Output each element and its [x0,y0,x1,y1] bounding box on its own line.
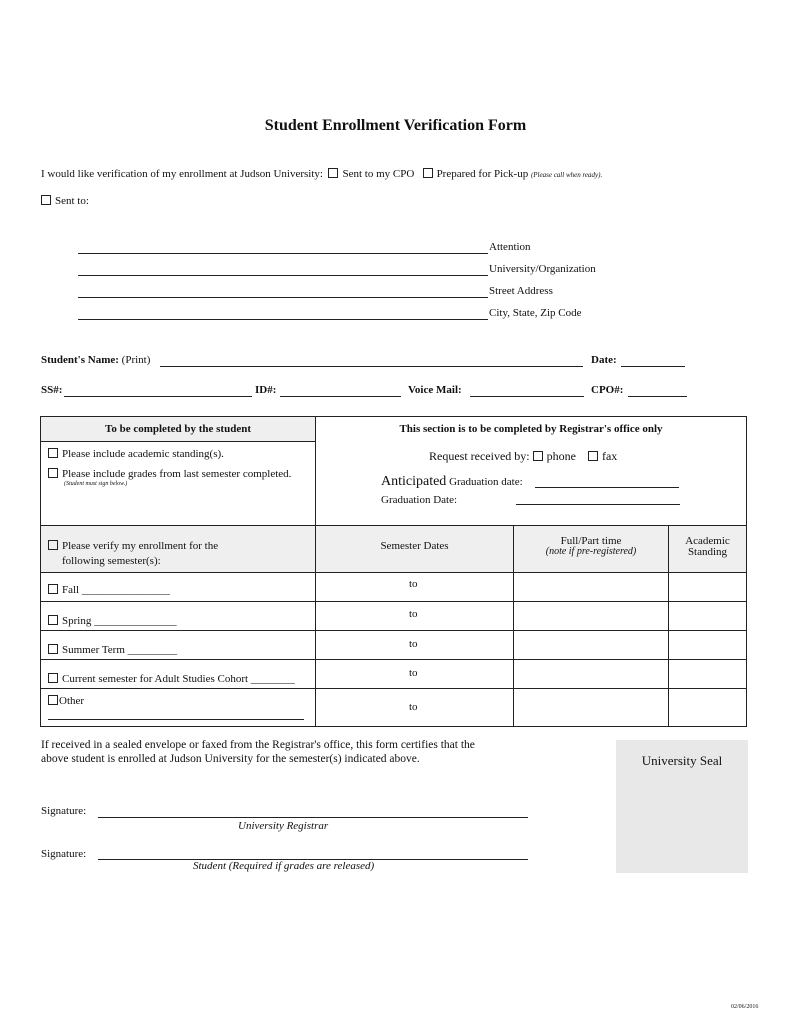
organization-label: University/Organization [489,263,596,275]
grades-label: Please include grades from last semester completed. [62,468,292,480]
semester-label: Spring _______________ [62,615,177,627]
footer-date: 02/06/2016 [731,1004,759,1010]
voicemail-label: Voice Mail: [408,384,462,396]
registrar-caption: University Registrar [238,820,329,832]
request-label: Request received by: [429,449,530,463]
intro-line [41,168,602,180]
anticipated-label: Anticipated [381,474,447,489]
other-field[interactable] [48,719,304,720]
attention-label: Attention [489,241,531,253]
attention-field[interactable] [78,253,488,254]
pickup-label: Prepared for Pick-up [436,168,529,180]
intro-text: I would like verification of my enrollment at Judson University: [41,168,323,180]
voicemail-field[interactable] [470,396,584,397]
registrar-header: This section is to be completed by Registrar's office only [399,423,663,435]
anticipated-date-field[interactable] [535,487,679,488]
street-field[interactable] [78,297,488,298]
page-title: Student Enrollment Verification Form [264,117,527,134]
registrar-signature-label: Signature: [41,805,87,817]
id-label: ID#: [255,384,277,396]
to-label: to [409,667,418,679]
organization-field[interactable] [78,275,488,276]
col-fullpart-note: (note if pre-registered) [545,546,637,557]
fax-label: fax [601,449,618,463]
cohort-checkbox[interactable] [48,673,58,683]
semester-label: Current semester for Adult Studies Cohort ________ [62,673,295,685]
id-field[interactable] [280,396,401,397]
col-standing: Academic [685,535,730,547]
col-fullpart: Full/Part time [560,535,622,547]
registrar-signature-field[interactable] [98,817,528,818]
col-semester-dates: Semester Dates [380,540,449,552]
semester-label: Other [59,695,85,707]
print-label: (Print) [121,354,151,366]
certify-text: If received in a sealed envelope or faxed from the Registrar's office, this form certifies that the [41,739,475,751]
semester-row-summer [48,644,177,656]
semester-row-cohort [48,673,295,685]
grad-date-label: Graduation date: [449,476,523,488]
to-label: to [409,701,418,713]
semester-label: Fall ________________ [62,584,170,596]
to-label: to [409,578,418,590]
phone-checkbox[interactable] [533,451,543,461]
pickup-checkbox[interactable] [423,168,433,178]
semester-row-fall [48,584,170,596]
spring-checkbox[interactable] [48,615,58,625]
sent-to-checkbox[interactable] [41,195,51,205]
semester-row-other [48,695,84,707]
cpo-number-label: CPO#: [591,384,624,396]
seal-label: University Seal [641,753,723,768]
street-label: Street Address [489,285,553,297]
semester-row-spring [48,615,177,627]
student-header-text: To be completed by the student [105,423,251,435]
to-label: to [409,638,418,650]
student-caption: Student (Required if grades are released) [193,860,375,872]
cpo-label: Sent to my CPO [342,168,415,180]
other-checkbox[interactable] [48,695,58,705]
sent-to-option [41,195,89,207]
date-field[interactable] [621,366,685,367]
verify-checkbox[interactable] [48,540,58,550]
ss-field[interactable] [64,396,252,397]
date-label: Date: [591,354,617,366]
cpo-number-field[interactable] [628,396,687,397]
ss-label: SS#: [41,384,63,396]
col-standing-2: Standing [687,546,728,558]
city-field[interactable] [78,319,488,320]
sent-to-label: Sent to: [55,195,89,207]
city-label: City, State, Zip Code [489,307,582,319]
fall-checkbox[interactable] [48,584,58,594]
grad-date-field[interactable] [516,504,680,505]
phone-label: phone [546,449,576,463]
pickup-note: (Please call when ready). [530,171,603,179]
standing-label: Please include academic standing(s). [62,448,224,460]
name-field[interactable] [160,366,583,367]
semester-label: Summer Term _________ [62,644,178,656]
name-label: Student's Name: [41,354,119,366]
verify-label-2: following semester(s): [62,555,161,567]
grades-checkbox[interactable] [48,468,58,478]
to-label: to [409,608,418,620]
fax-checkbox[interactable] [588,451,598,461]
verify-label: Please verify my enrollment for the [62,540,219,552]
summer-checkbox[interactable] [48,644,58,654]
standing-checkbox[interactable] [48,448,58,458]
grades-note: (Student must sign below.) [64,481,128,487]
cpo-checkbox[interactable] [328,168,338,178]
certify-text-2: above student is enrolled at Judson University for the semester(s) indicated above. [41,753,420,765]
student-signature-label: Signature: [41,848,87,860]
grad-date2-label: Graduation Date: [381,494,458,506]
